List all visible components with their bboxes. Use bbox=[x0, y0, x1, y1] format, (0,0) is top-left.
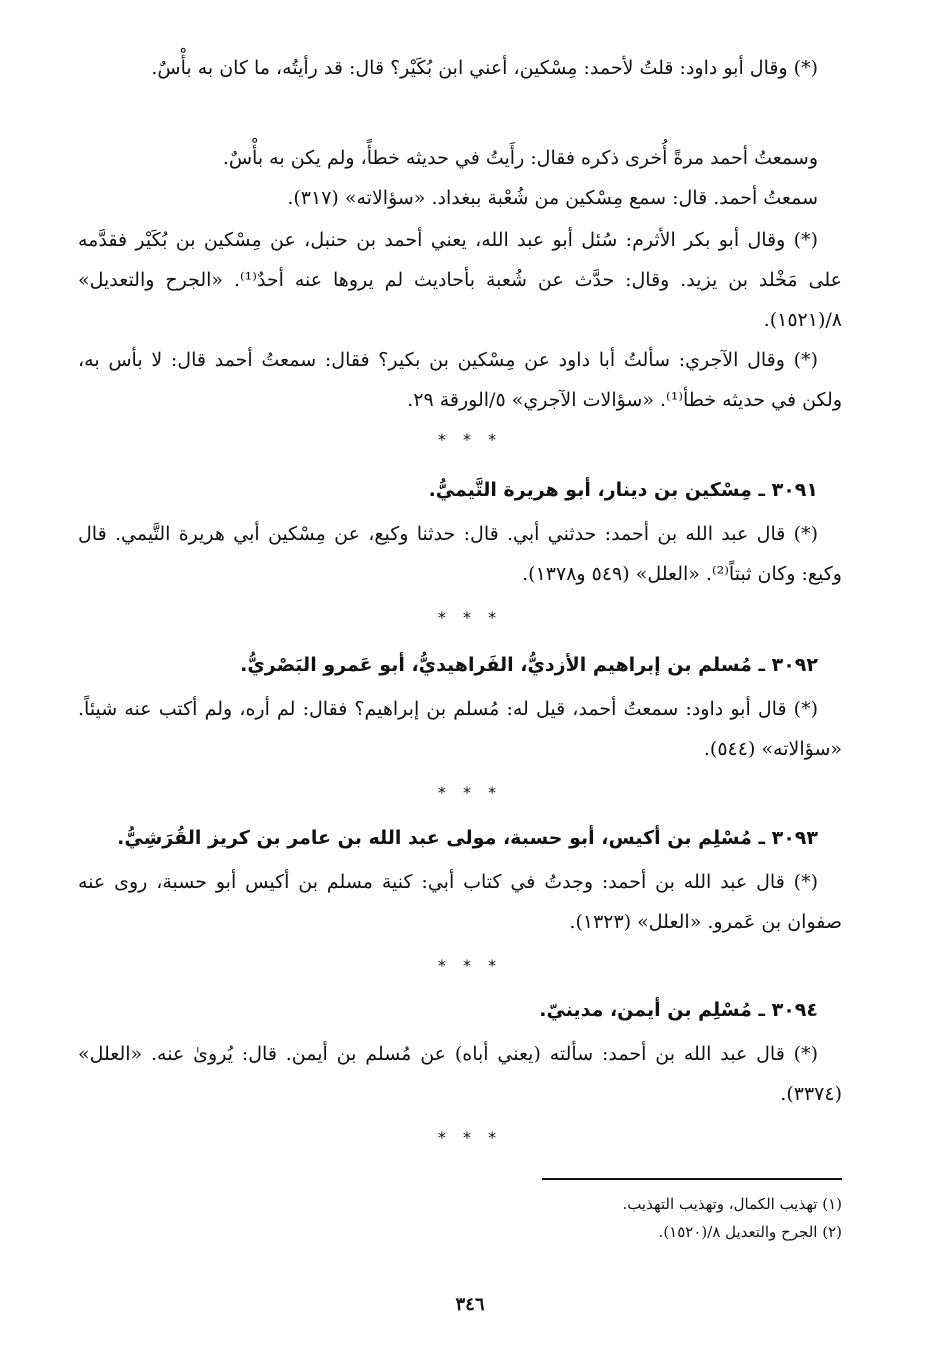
paragraph-ajurri bbox=[78, 340, 842, 420]
paragraph-text: (*) وقال أبو داود: قلتُ لأحمد: مِسْكين، أعني ابن بُكَيْر؟ قال: قد رأيتُه، ما كان به بأْسٌ. bbox=[151, 57, 818, 79]
page-number: ٣٤٦ bbox=[455, 1294, 485, 1315]
paragraph-text: (*) قال عبد الله بن أحمد: وجدتُ في كتاب أبي: كنية مسلم بن أكيس أبو حسبة، روى عنه صفوان بن عَمرو. «العلل» (١٣٢٣). bbox=[78, 871, 842, 933]
paragraph-text: (*) وقال أبو بكر الأثرم: سُئل أبو عبد الله، يعني أحمد بن حنبل، عن مِسْكين بن بُكَيْر فقدَّمه على مَخْلد بن يزيد. وقال: حدَّث عن شُعبة بأحاديث لم يروها عنه أحدٌ⁽¹⁾. «الجرح والتعديل» ٨/(١٥٢١). bbox=[78, 229, 842, 331]
section-separator: * * * bbox=[437, 956, 503, 975]
entry-heading: ٣٠٩٣ ـ مُسْلِم بن أكيس، أبو حسبة، مولى عبد الله بن عامر بن كريز القُرَشِيُّ. bbox=[117, 827, 818, 849]
footnote-2: (٢) الجرح والتعديل ٨/(١٥٢٠). bbox=[658, 1223, 842, 1241]
entry-heading: ٣٠٩٤ ـ مُسْلِم بن أيمن، مدينيّ. bbox=[539, 999, 818, 1021]
footnote-1: (١) تهذيب الكمال، وتهذيب التهذيب. bbox=[622, 1195, 842, 1213]
paragraph-ahmad-again bbox=[78, 138, 842, 218]
section-separator: * * * bbox=[437, 783, 503, 802]
entry-3093 bbox=[78, 818, 842, 942]
entry-3092 bbox=[78, 645, 842, 769]
entry-heading: ٣٠٩١ ـ مِسْكين بن دينار، أبو هريرة التَّيميُّ. bbox=[428, 479, 818, 501]
entry-3091 bbox=[78, 470, 842, 594]
paragraph-text: وسمعتُ أحمد مرةً أُخرى ذكره فقال: رأَيتُ في حديثه خطأً، ولم يكن به بأْسٌ. bbox=[222, 147, 818, 169]
paragraph-text: (*) قال أبو داود: سمعتُ أحمد، قيل له: مُسلم بن إبراهيم؟ فقال: لم أره، ولم أكتب عنه شيئاً. «سؤالاته» (٥٤٤). bbox=[78, 698, 842, 760]
entry-3094 bbox=[78, 990, 842, 1114]
section-separator: * * * bbox=[437, 608, 503, 627]
paragraph-abu-dawud bbox=[78, 48, 842, 88]
entry-heading: ٣٠٩٢ ـ مُسلم بن إبراهيم الأزديُّ، الفَراهيديُّ، أبو عَمرو البَصْريُّ. bbox=[240, 654, 818, 676]
section-separator: * * * bbox=[437, 1128, 503, 1147]
paragraph-text: (*) وقال الآجري: سألتُ أبا داود عن مِسْكين بن بكير؟ فقال: سمعتُ أحمد قال: لا بأس به، ولكن في حديثه خطأ⁽¹⁾. «سؤالات الآجري» ٥/الورقة ٢٩. bbox=[78, 349, 842, 411]
paragraph-athram bbox=[78, 220, 842, 340]
paragraph-text: سمعتُ أحمد. قال: سمع مِسْكين من شُعْبة ببغداد. «سؤالاته» (٣١٧). bbox=[287, 187, 818, 209]
paragraph-text: (*) قال عبد الله بن أحمد: سألته (يعني أباه) عن مُسلم بن أيمن. قال: يُروىٰ عنه. «العلل» (٣٣٧٤). bbox=[78, 1043, 842, 1105]
footnote-rule bbox=[542, 1178, 842, 1180]
section-separator: * * * bbox=[437, 430, 503, 449]
paragraph-text: (*) قال عبد الله بن أحمد: حدثني أبي. قال: حدثنا وكيع، عن مِسْكين أبي هريرة التَّيمي. قال وكيع: وكان ثبتاً⁽²⁾. «العلل» (٥٤٩ و١٣٧٨). bbox=[78, 523, 842, 585]
